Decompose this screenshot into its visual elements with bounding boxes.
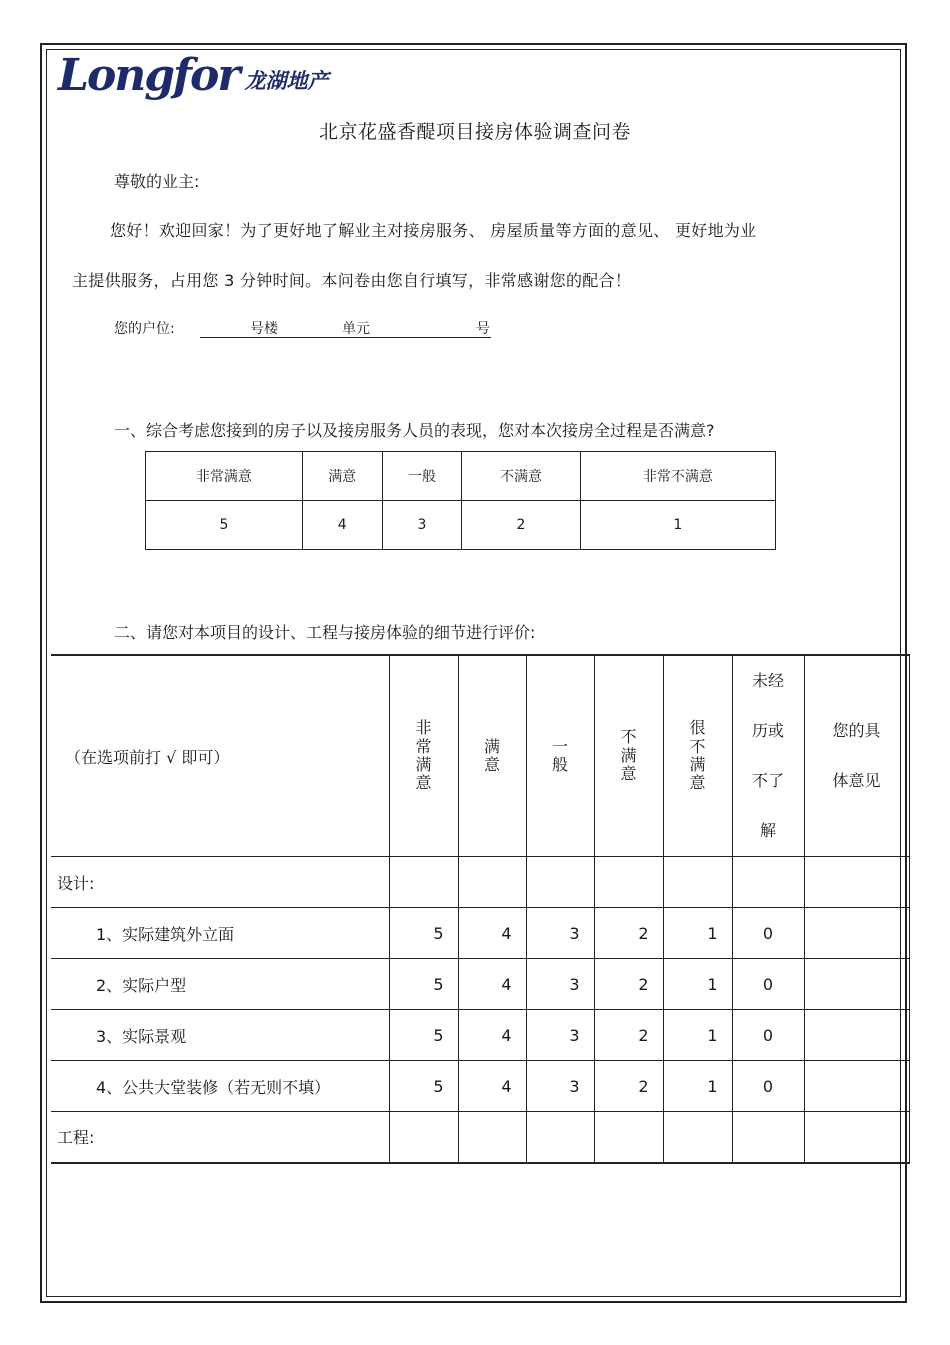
q2-header-dissatisfied: 不满意 [620, 727, 637, 784]
q2-header-very-satisfied: 非常满意 [415, 718, 432, 793]
score-cell[interactable]: 4 [458, 908, 526, 959]
table-row [51, 959, 909, 1010]
logo-latin-text: Longfor [58, 50, 239, 101]
score-cell[interactable] [389, 1112, 458, 1163]
unit-underline [200, 337, 491, 338]
score-cell[interactable]: 3 [526, 908, 594, 959]
comment-cell[interactable] [804, 1010, 909, 1061]
score-cell[interactable]: 0 [732, 908, 804, 959]
item-label: 2、实际户型 [51, 959, 389, 1010]
score-cell[interactable] [458, 857, 526, 908]
score-cell[interactable] [663, 1112, 732, 1163]
score-cell[interactable]: 4 [458, 1061, 526, 1112]
score-cell[interactable] [526, 857, 594, 908]
q1-score-row [146, 501, 776, 550]
score-cell[interactable]: 3 [526, 959, 594, 1010]
score-cell[interactable]: 2 [594, 908, 663, 959]
q1-option-score[interactable]: 5 [146, 501, 303, 550]
q2-instruction: （在选项前打 √ 即可） [51, 655, 389, 857]
item-label: 4、公共大堂装修（若无则不填） [51, 1061, 389, 1112]
score-cell[interactable]: 2 [594, 1061, 663, 1112]
q2-section-row [51, 857, 909, 908]
score-cell[interactable]: 5 [389, 1061, 458, 1112]
q1-option-label[interactable]: 非常满意 [146, 452, 303, 501]
table-row [51, 1061, 909, 1112]
q1-option-score[interactable]: 4 [302, 501, 382, 550]
q2-header-average: 一般 [551, 736, 568, 774]
q1-label-row [146, 452, 776, 501]
score-cell[interactable]: 5 [389, 1010, 458, 1061]
score-cell[interactable]: 1 [663, 1061, 732, 1112]
q2-header-satisfied: 满意 [483, 736, 500, 774]
intro-line-1: 您好！欢迎回家！为了更好地了解业主对接房服务、 房屋质量等方面的意见、 更好地为业 [110, 221, 757, 240]
survey-title: 北京花盛香醍项目接房体验调查问卷 [318, 121, 631, 143]
q1-option-score[interactable]: 2 [462, 501, 580, 550]
q2-section-engineering: 工程: [51, 1112, 389, 1163]
longfor-logo [58, 50, 329, 101]
q1-option-score[interactable]: 1 [580, 501, 775, 550]
score-cell[interactable] [594, 1112, 663, 1163]
comment-cell[interactable] [804, 908, 909, 959]
q2-section-design: 设计: [51, 857, 389, 908]
score-cell[interactable]: 0 [732, 959, 804, 1010]
comment-cell[interactable] [804, 959, 909, 1010]
q2-section-row [51, 1112, 909, 1163]
q2-header-comments: 您的具体意见 [832, 721, 881, 790]
q1-option-label[interactable]: 满意 [302, 452, 382, 501]
unit-number-label: 号 [476, 321, 490, 337]
q1-question: 一、综合考虑您接到的房子以及接房服务人员的表现，您对本次接房全过程是否满意? [114, 421, 715, 440]
q2-question: 二、请您对本项目的设计、工程与接房体验的细节进行评价: [114, 623, 536, 642]
score-cell[interactable]: 4 [458, 1010, 526, 1061]
q1-option-label[interactable]: 一般 [382, 452, 462, 501]
score-cell[interactable]: 2 [594, 959, 663, 1010]
q2-header-not-experienced: 未经历或不了解 [751, 671, 784, 840]
score-cell[interactable]: 5 [389, 908, 458, 959]
q1-rating-table [145, 451, 776, 550]
score-cell[interactable]: 1 [663, 908, 732, 959]
score-cell[interactable]: 1 [663, 959, 732, 1010]
item-label: 3、实际景观 [51, 1010, 389, 1061]
score-cell[interactable]: 3 [526, 1010, 594, 1061]
logo-chinese-text: 龙湖地产 [244, 68, 329, 93]
table-row [51, 1010, 909, 1061]
unit-entrance-label: 单元 [342, 321, 370, 337]
score-cell[interactable]: 5 [389, 959, 458, 1010]
item-label: 1、实际建筑外立面 [51, 908, 389, 959]
score-cell[interactable] [732, 857, 804, 908]
score-cell[interactable] [594, 857, 663, 908]
q1-option-score[interactable]: 3 [382, 501, 462, 550]
score-cell[interactable]: 0 [732, 1010, 804, 1061]
q1-option-label[interactable]: 非常不满意 [580, 452, 775, 501]
intro-line-2: 主提供服务，占用您 3 分钟时间。本问卷由您自行填写，非常感谢您的配合！ [72, 271, 632, 290]
q2-header-very-dissatisfied: 很不满意 [689, 718, 706, 793]
score-cell[interactable] [458, 1112, 526, 1163]
score-cell[interactable] [526, 1112, 594, 1163]
comment-cell[interactable] [804, 857, 909, 908]
score-cell[interactable]: 3 [526, 1061, 594, 1112]
comment-cell[interactable] [804, 1061, 909, 1112]
q1-option-label[interactable]: 不满意 [462, 452, 580, 501]
score-cell[interactable]: 2 [594, 1010, 663, 1061]
unit-building-label: 号楼 [250, 321, 278, 337]
score-cell[interactable]: 4 [458, 959, 526, 1010]
score-cell[interactable] [663, 857, 732, 908]
unit-label: 您的户位: [114, 321, 175, 337]
table-row [51, 908, 909, 959]
score-cell[interactable]: 0 [732, 1061, 804, 1112]
q2-evaluation-table [51, 654, 910, 1164]
score-cell[interactable]: 1 [663, 1010, 732, 1061]
q2-header-row [51, 655, 909, 857]
greeting: 尊敬的业主: [114, 172, 200, 191]
score-cell[interactable] [389, 857, 458, 908]
comment-cell[interactable] [804, 1112, 909, 1163]
score-cell[interactable] [732, 1112, 804, 1163]
